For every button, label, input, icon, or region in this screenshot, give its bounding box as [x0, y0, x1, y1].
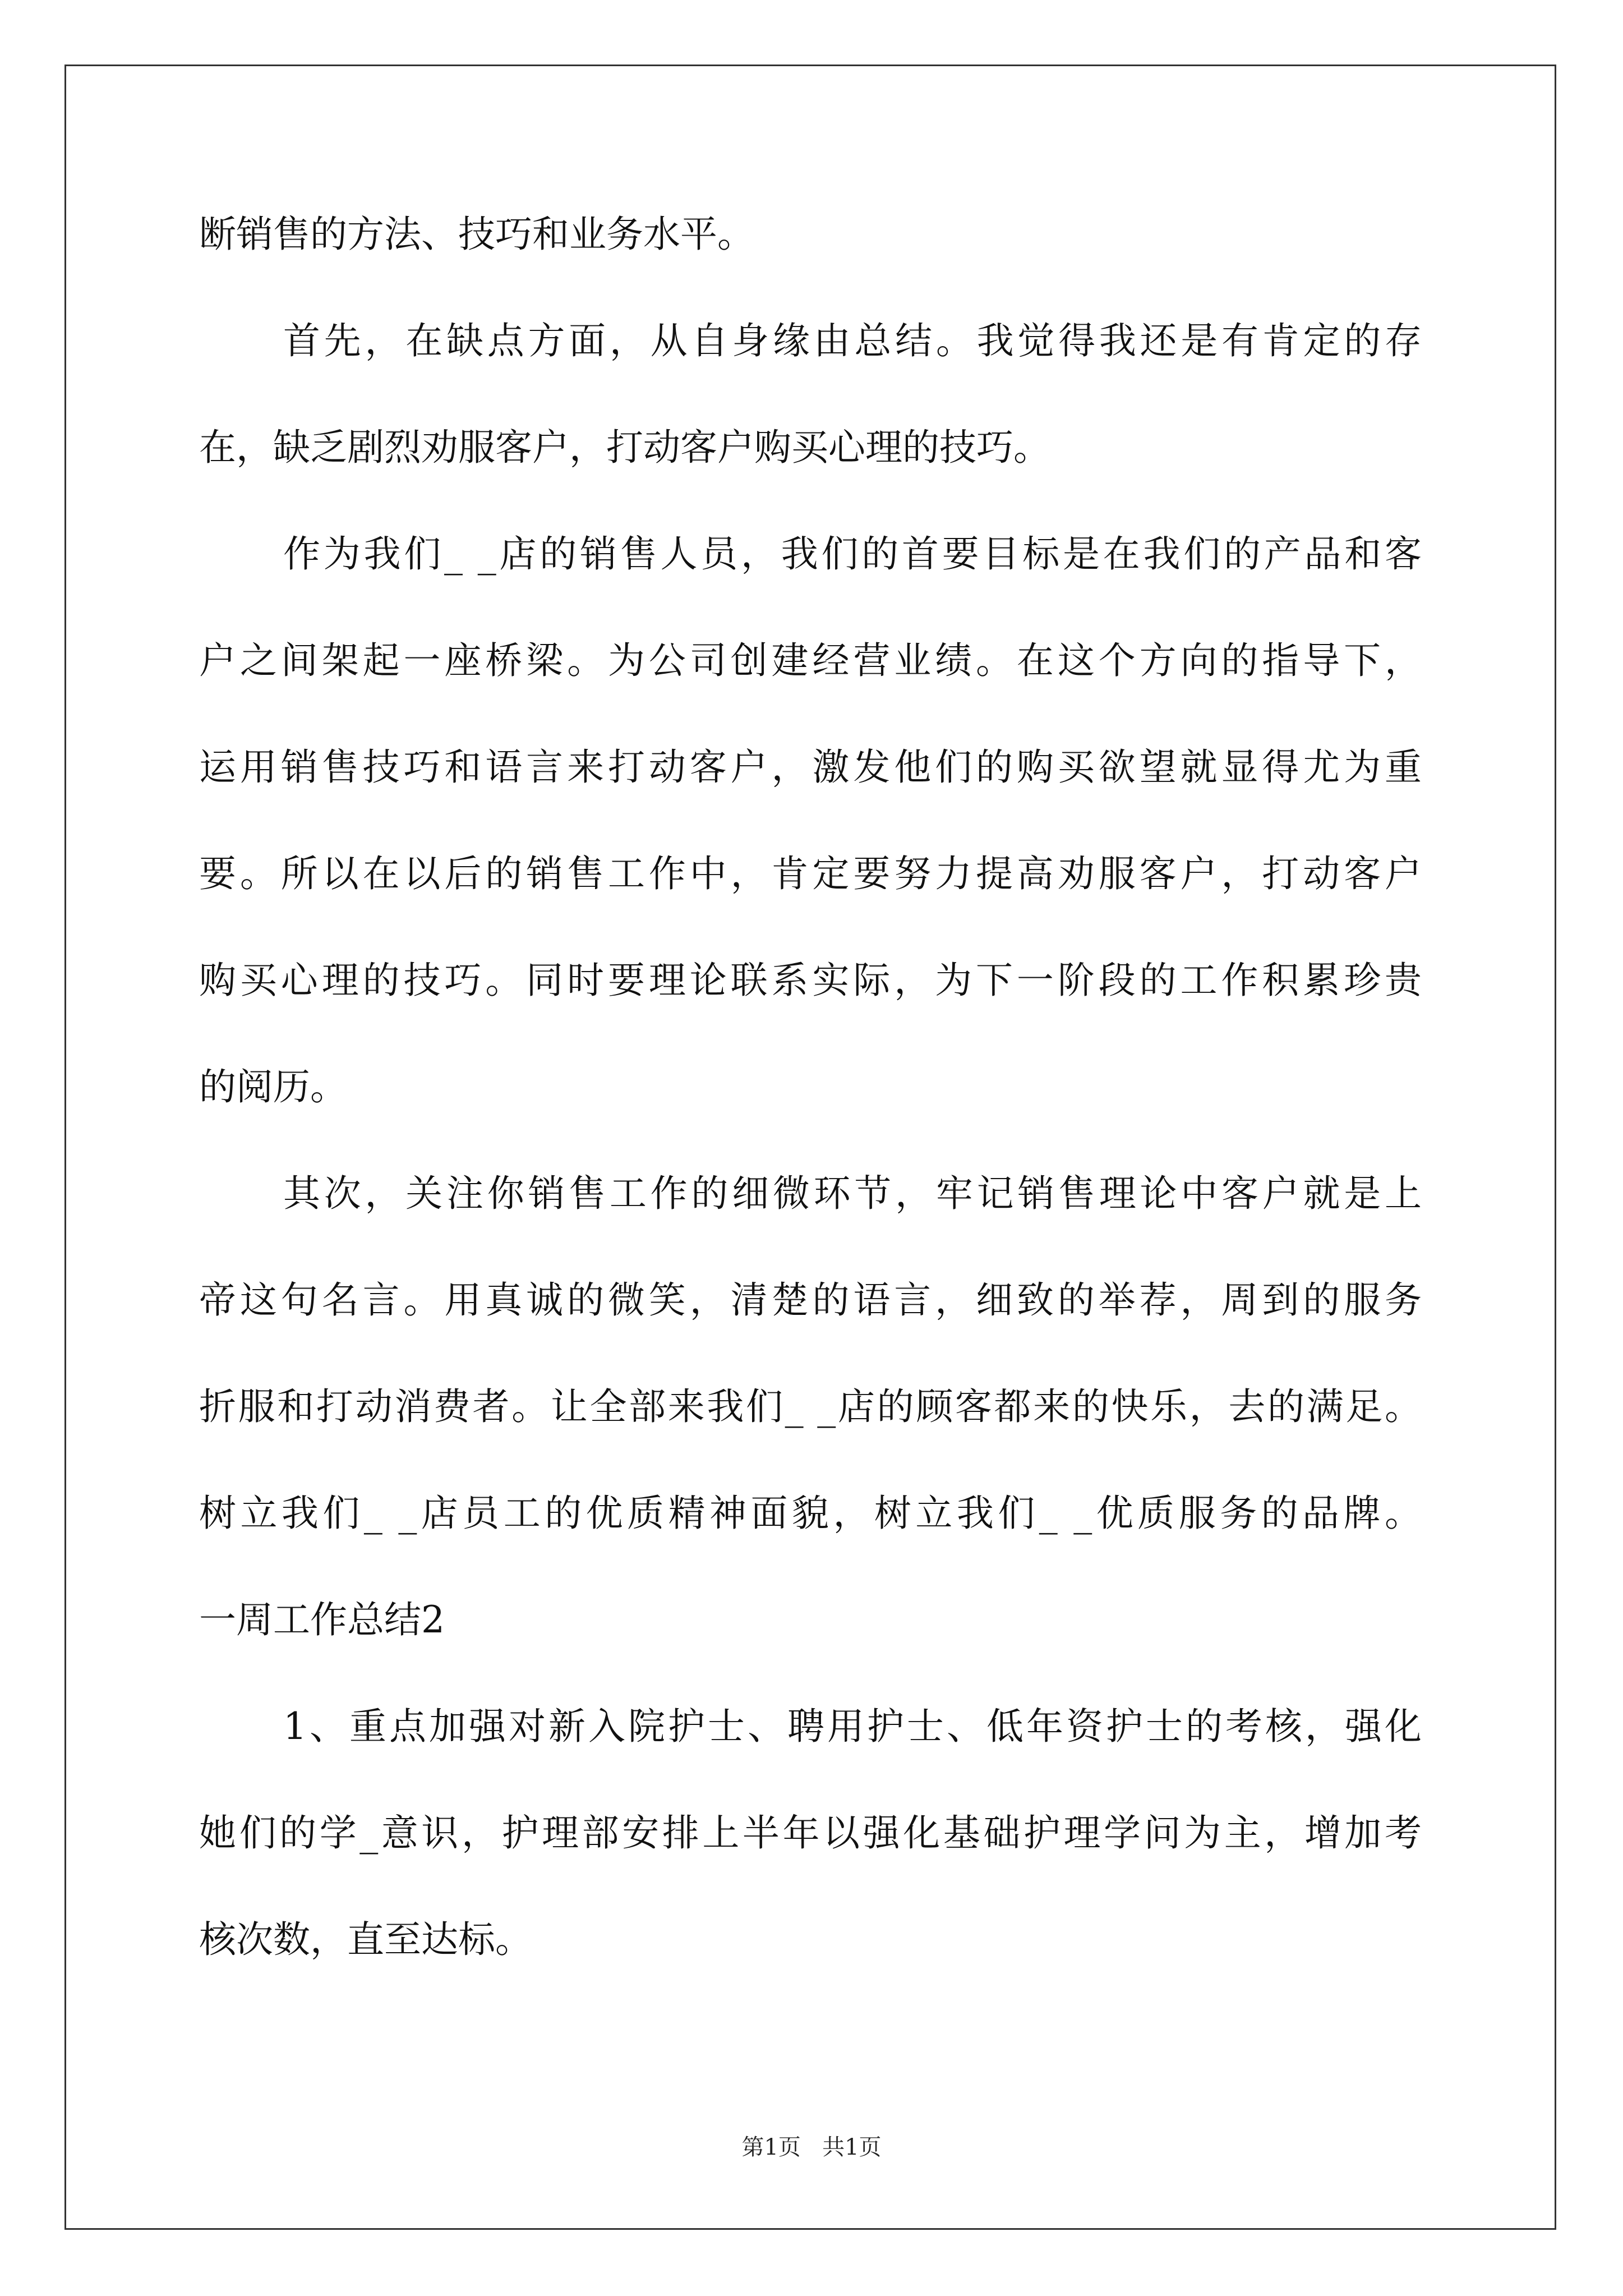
paragraph-line: 户之间架起一座桥梁。为公司创建经营业绩。在这个方向的指导下， — [199, 639, 1422, 682]
paragraph-line: 折服和打动消费者。让全部来我们_ _店的顾客都来的快乐，去的满足。 — [199, 1385, 1422, 1428]
paragraph-line: 首先，在缺点方面，从自身缘由总结。我觉得我还是有肯定的存 — [283, 319, 1422, 362]
paragraph-line: 要。所以在以后的销售工作中，肯定要努力提高劝服客户，打动客户 — [199, 852, 1422, 895]
paragraph-line: 她们的学_意识，护理部安排上半年以强化基础护理学问为主，增加考 — [199, 1811, 1422, 1855]
paragraph-line: 其次，关注你销售工作的细微环节，牢记销售理论中客户就是上 — [283, 1172, 1422, 1215]
paragraph-line: 断销售的方法、技巧和业务水平。 — [199, 213, 754, 256]
page-footer — [0, 2136, 1623, 2159]
paragraph-line: 帝这句名言。用真诚的微笑，清楚的语言，细致的举荐，周到的服务 — [199, 1278, 1422, 1322]
page-number: 第1页 — [741, 2134, 801, 2160]
page-total: 共1页 — [822, 2134, 882, 2160]
paragraph-line: 在，缺乏剧烈劝服客户，打动客户购买心理的技巧。 — [199, 426, 1050, 469]
section-heading: 一周工作总结2 — [199, 1598, 445, 1641]
paragraph-line: 作为我们_ _店的销售人员，我们的首要目标是在我们的产品和客 — [283, 532, 1422, 576]
paragraph-line: 核次数，直至达标。 — [199, 1918, 532, 1961]
paragraph-line: 运用销售技巧和语言来打动客户，激发他们的购买欲望就显得尤为重 — [199, 746, 1422, 789]
paragraph-line: 购买心理的技巧。同时要理论联系实际，为下一阶段的工作积累珍贵 — [199, 959, 1422, 1002]
paragraph-line: 树立我们_ _店员工的优质精神面貌，树立我们_ _优质服务的品牌。 — [199, 1492, 1422, 1535]
paragraph-line: 1、重点加强对新入院护士、聘用护士、低年资护士的考核，强化 — [283, 1705, 1422, 1748]
page-border — [64, 65, 1556, 2230]
paragraph-line: 的阅历。 — [199, 1065, 347, 1108]
